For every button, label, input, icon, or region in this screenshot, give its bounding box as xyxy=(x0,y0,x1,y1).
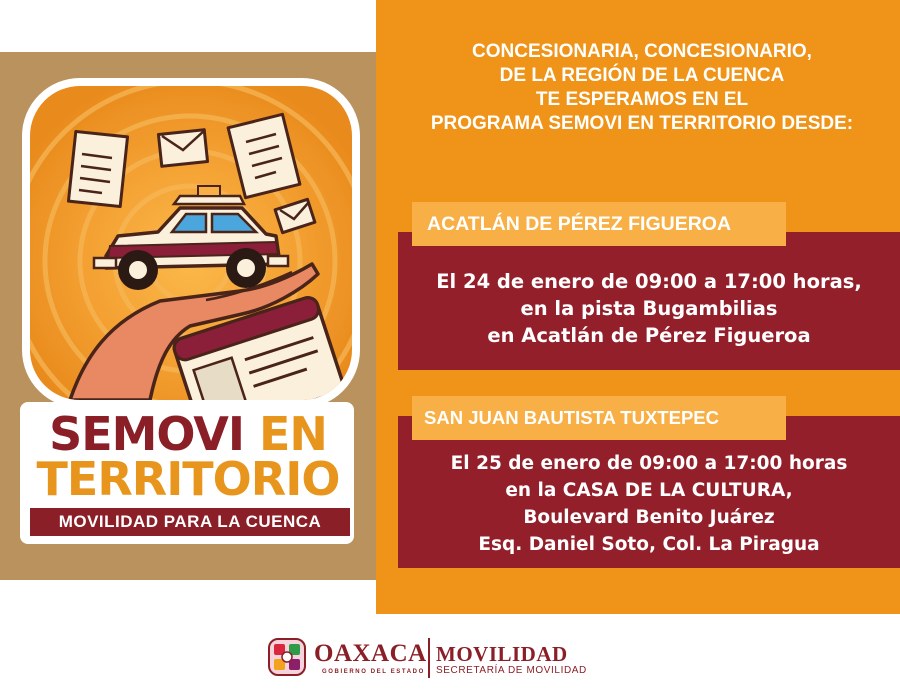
event-detail-line: en la pista Bugambilias xyxy=(520,297,778,320)
movilidad-subtitle: SECRETARÍA DE MOVILIDAD xyxy=(436,665,587,676)
event-detail-line: El 25 de enero de 09:00 a 17:00 horas xyxy=(450,453,848,474)
subtitle-bar: MOVILIDAD PARA LA CUENCA xyxy=(30,508,350,536)
event-detail-line: en la CASA DE LA CULTURA, xyxy=(505,480,793,501)
intro-line: DE LA REGIÓN DE LA CUENCA xyxy=(499,65,785,86)
title-line-2: TERRITORIO xyxy=(36,452,340,506)
event-location-tab-tuxtepec: SAN JUAN BAUTISTA TUXTEPEC xyxy=(412,396,786,440)
event-detail-line: Boulevard Benito Juárez xyxy=(523,507,775,528)
oaxaca-subtitle: GOBIERNO DEL ESTADO xyxy=(322,669,425,675)
event-detail-line: Esq. Daniel Soto, Col. La Piragua xyxy=(478,534,820,555)
event-detail-line: en Acatlán de Pérez Figueroa xyxy=(487,324,811,347)
movilidad-wordmark: MOVILIDAD xyxy=(436,642,568,666)
event-detail-line: El 24 de enero de 09:00 a 17:00 horas, xyxy=(436,270,862,293)
event-details-acatlan xyxy=(398,232,900,370)
semovi-car-hand-documents-icon xyxy=(30,86,352,400)
intro-text xyxy=(392,40,892,136)
title-word-semovi: SEMOVI xyxy=(49,407,244,461)
title-line-1 xyxy=(0,407,376,461)
event-location-tab-acatlan: ACATLÁN DE PÉREZ FIGUEROA xyxy=(412,202,786,246)
intro-line: CONCESIONARIA, CONCESIONARIO, xyxy=(472,41,812,62)
intro-line: PROGRAMA SEMOVI EN TERRITORIO DESDE: xyxy=(430,113,854,134)
oaxaca-wordmark: OAXACA xyxy=(314,640,427,667)
footer-divider xyxy=(428,638,430,678)
intro-line: TE ESPERAMOS EN EL xyxy=(535,89,749,110)
oaxaca-emblem-icon xyxy=(268,638,306,676)
title-word-en: EN xyxy=(259,407,327,461)
